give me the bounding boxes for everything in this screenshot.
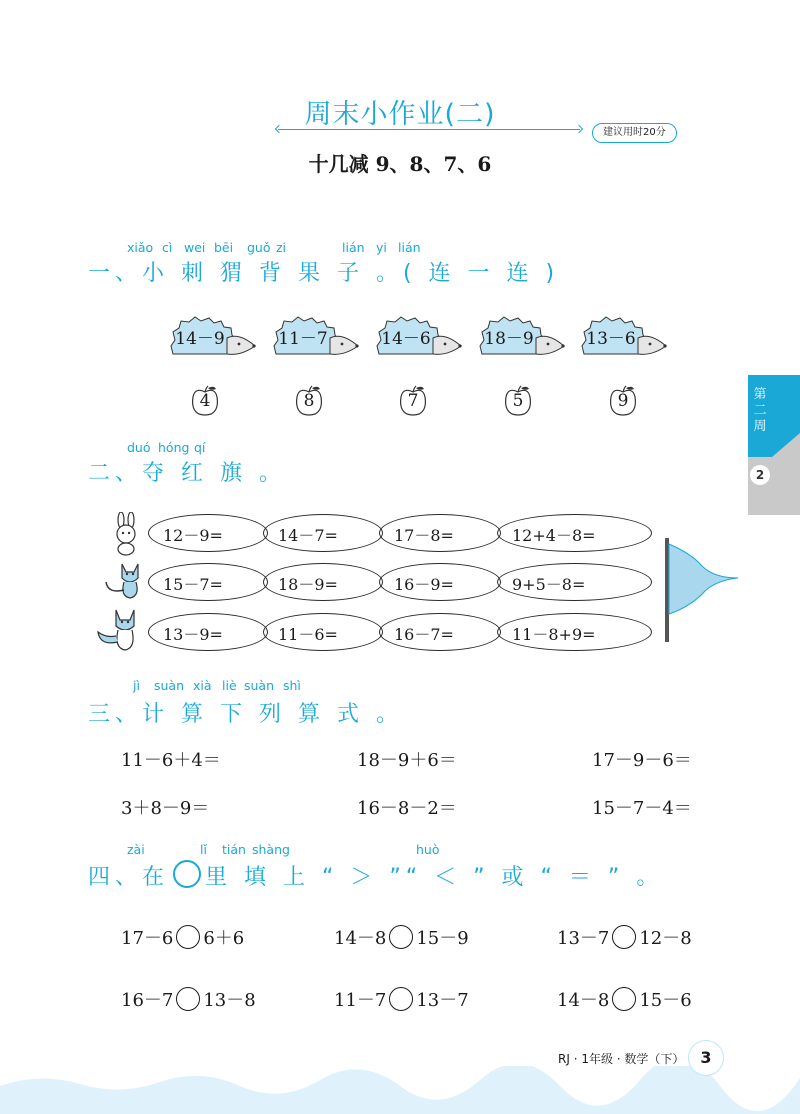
compare-right: 15－6 bbox=[639, 990, 692, 1011]
race-oval[interactable] bbox=[379, 613, 501, 651]
pinyin: hóng bbox=[158, 440, 190, 455]
answer-circle[interactable] bbox=[612, 925, 636, 949]
compare-left: 17－6 bbox=[121, 928, 174, 949]
answer-circle[interactable] bbox=[389, 925, 413, 949]
compare-right: 12－8 bbox=[639, 928, 692, 949]
heading-suffix: 里 填 上 “ ＞ ”“ ＜ ” 或 “ ＝ ” 。 bbox=[205, 865, 664, 890]
footer-book-info: RJ · 1年级 · 数学（下） bbox=[558, 1052, 685, 1066]
page-subtitle: 十几减 9、8、7、6 bbox=[308, 152, 492, 176]
apple-card[interactable] bbox=[398, 384, 428, 416]
race-oval[interactable] bbox=[263, 613, 383, 651]
pinyin: lián bbox=[342, 240, 365, 255]
race-expression: 13－9= bbox=[163, 625, 223, 644]
pinyin: xiǎo bbox=[127, 240, 154, 255]
pinyin: lǐ bbox=[200, 842, 207, 857]
heading-prefix: 四、在 bbox=[88, 865, 170, 890]
hedgehog-expression: 18－9 bbox=[484, 329, 534, 349]
pinyin: xià bbox=[193, 678, 212, 693]
race-expression: 16－9= bbox=[394, 575, 454, 594]
apple-number: 9 bbox=[617, 391, 629, 411]
compare-right: 6＋6 bbox=[203, 928, 245, 949]
compare-right: 13－8 bbox=[203, 990, 256, 1011]
race-expression: 11－8+9= bbox=[512, 625, 596, 644]
compare-right: 15－9 bbox=[416, 928, 469, 949]
apple-number: 5 bbox=[512, 391, 524, 411]
title-divider bbox=[278, 129, 580, 130]
calc-expression[interactable]: 18－9＋6＝ bbox=[357, 750, 457, 771]
pinyin: suàn bbox=[154, 678, 185, 693]
pinyin: yi bbox=[376, 240, 387, 255]
fox-icon bbox=[96, 606, 146, 652]
compare-left: 11－7 bbox=[334, 990, 387, 1011]
page-title: 周末小作业(二) bbox=[304, 99, 496, 130]
comparison bbox=[121, 924, 244, 950]
suggested-time-badge: 建议用时20分 bbox=[592, 123, 677, 143]
section-heading: 三、计 算 下 列 算 式 。 bbox=[88, 702, 403, 727]
comparison bbox=[334, 986, 469, 1012]
answer-circle[interactable] bbox=[176, 987, 200, 1011]
compare-right: 13－7 bbox=[416, 990, 469, 1011]
race-oval[interactable] bbox=[263, 514, 383, 552]
calc-expression[interactable]: 11－6＋4＝ bbox=[121, 750, 221, 771]
apple-number: 7 bbox=[407, 391, 419, 411]
apple-card[interactable] bbox=[503, 384, 533, 416]
answer-circle[interactable] bbox=[612, 987, 636, 1011]
hedgehog-card[interactable] bbox=[169, 316, 257, 358]
race-oval[interactable] bbox=[148, 563, 268, 601]
race-expression: 11－6= bbox=[278, 625, 338, 644]
apple-card[interactable] bbox=[608, 384, 638, 416]
pinyin: jì bbox=[133, 678, 140, 693]
apple-card[interactable] bbox=[190, 384, 220, 416]
pinyin: qí bbox=[194, 440, 206, 455]
answer-circle[interactable] bbox=[176, 925, 200, 949]
circle-icon bbox=[173, 860, 201, 888]
section-heading bbox=[88, 860, 663, 891]
race-expression: 12－9= bbox=[163, 526, 223, 545]
pinyin: shàng bbox=[252, 842, 290, 857]
comparison bbox=[557, 924, 692, 950]
pinyin: huò bbox=[416, 842, 440, 857]
apple-number: 4 bbox=[199, 391, 211, 411]
race-oval[interactable] bbox=[497, 514, 652, 552]
pinyin: shì bbox=[283, 678, 301, 693]
comparison bbox=[121, 986, 256, 1012]
pinyin: duó bbox=[127, 440, 151, 455]
race-oval[interactable] bbox=[148, 613, 268, 651]
race-expression: 18－9= bbox=[278, 575, 338, 594]
race-expression: 17－8= bbox=[394, 526, 454, 545]
side-tab-label: 第二周 bbox=[753, 387, 767, 434]
page-number: 3 bbox=[688, 1040, 724, 1076]
race-expression: 14－7= bbox=[278, 526, 338, 545]
compare-left: 13－7 bbox=[557, 928, 610, 949]
hedgehog-expression: 13－6 bbox=[586, 329, 636, 349]
hedgehog-expression: 11－7 bbox=[278, 329, 328, 349]
race-oval[interactable] bbox=[497, 563, 652, 601]
pinyin: liè bbox=[222, 678, 237, 693]
calc-expression[interactable]: 3＋8－9＝ bbox=[121, 798, 210, 819]
hedgehog-card[interactable] bbox=[272, 316, 360, 358]
race-oval[interactable] bbox=[148, 514, 268, 552]
race-expression: 16－7= bbox=[394, 625, 454, 644]
race-expression: 9+5－8= bbox=[512, 575, 586, 594]
pinyin: cì bbox=[162, 240, 173, 255]
comparison bbox=[334, 924, 469, 950]
apple-number: 8 bbox=[303, 391, 315, 411]
hedgehog-expression: 14－6 bbox=[381, 329, 431, 349]
race-expression: 15－7= bbox=[163, 575, 223, 594]
compare-left: 16－7 bbox=[121, 990, 174, 1011]
hedgehog-card[interactable] bbox=[375, 316, 463, 358]
pinyin: lián bbox=[398, 240, 421, 255]
red-flag-icon bbox=[662, 536, 742, 644]
pinyin: bēi bbox=[214, 240, 234, 255]
race-oval[interactable] bbox=[379, 514, 501, 552]
week-side-tab[interactable] bbox=[748, 375, 800, 515]
compare-left: 14－8 bbox=[557, 990, 610, 1011]
calc-expression[interactable]: 16－8－2＝ bbox=[357, 798, 457, 819]
race-oval[interactable] bbox=[497, 613, 652, 651]
race-oval[interactable] bbox=[379, 563, 501, 601]
rabbit-icon bbox=[108, 512, 144, 556]
answer-circle[interactable] bbox=[389, 987, 413, 1011]
pinyin: zi bbox=[276, 240, 287, 255]
section-heading: 二、夺 红 旗 。 bbox=[88, 461, 286, 486]
calc-expression[interactable]: 17－9－6＝ bbox=[592, 750, 692, 771]
race-expression: 12+4－8= bbox=[512, 526, 596, 545]
pinyin: guǒ bbox=[247, 240, 271, 255]
pinyin: wei bbox=[184, 240, 206, 255]
race-oval[interactable] bbox=[263, 563, 383, 601]
apple-card[interactable] bbox=[294, 384, 324, 416]
hedgehog-expression: 14－9 bbox=[175, 329, 225, 349]
hedgehog-card[interactable] bbox=[580, 316, 668, 358]
cat-icon bbox=[100, 560, 150, 600]
calc-expression[interactable]: 15－7－4＝ bbox=[592, 798, 692, 819]
comparison bbox=[557, 986, 692, 1012]
footer-wave bbox=[0, 1066, 800, 1114]
side-tab-number: 2 bbox=[750, 465, 770, 485]
section-heading: 一、小 刺 猬 背 果 子 。( 连 一 连 ) bbox=[88, 261, 560, 286]
hedgehog-card[interactable] bbox=[478, 316, 566, 358]
compare-left: 14－8 bbox=[334, 928, 387, 949]
pinyin: tián bbox=[222, 842, 246, 857]
pinyin: suàn bbox=[244, 678, 275, 693]
pinyin: zài bbox=[127, 842, 145, 857]
